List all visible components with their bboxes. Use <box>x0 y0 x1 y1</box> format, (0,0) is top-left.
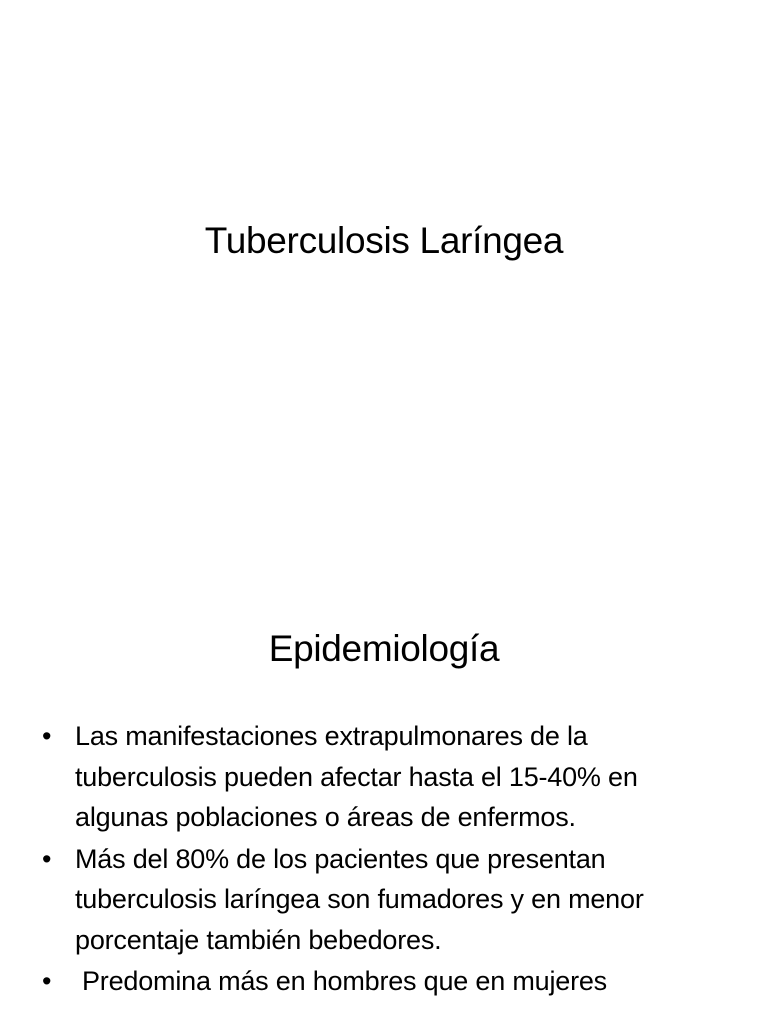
slide-2-title: Epidemiología <box>268 628 500 669</box>
bullet-item <box>40 716 730 838</box>
bullet-icon: • <box>42 721 52 751</box>
bullet-item <box>40 961 730 1002</box>
slide-epidemiology <box>0 576 768 1024</box>
slide-1-title: Tuberculosis Laríngea <box>204 220 564 261</box>
bullet-text: Más del 80% de los pacientes que presentan tuberculosis laríngea son fumadores y en menor porcentaje también bebedores. <box>75 843 644 955</box>
bullet-icon: • <box>42 966 52 996</box>
bullet-list <box>40 716 730 1003</box>
bullet-icon: • <box>42 843 52 874</box>
bullet-text: Las manifestaciones extrapulmonares de la tuberculosis pueden afectar hasta el 15-40% en algunas poblaciones o áreas de enfermos. <box>75 721 638 832</box>
bullet-text: Predomina más en hombres que en mujeres <box>82 966 607 996</box>
bullet-item <box>40 839 730 961</box>
